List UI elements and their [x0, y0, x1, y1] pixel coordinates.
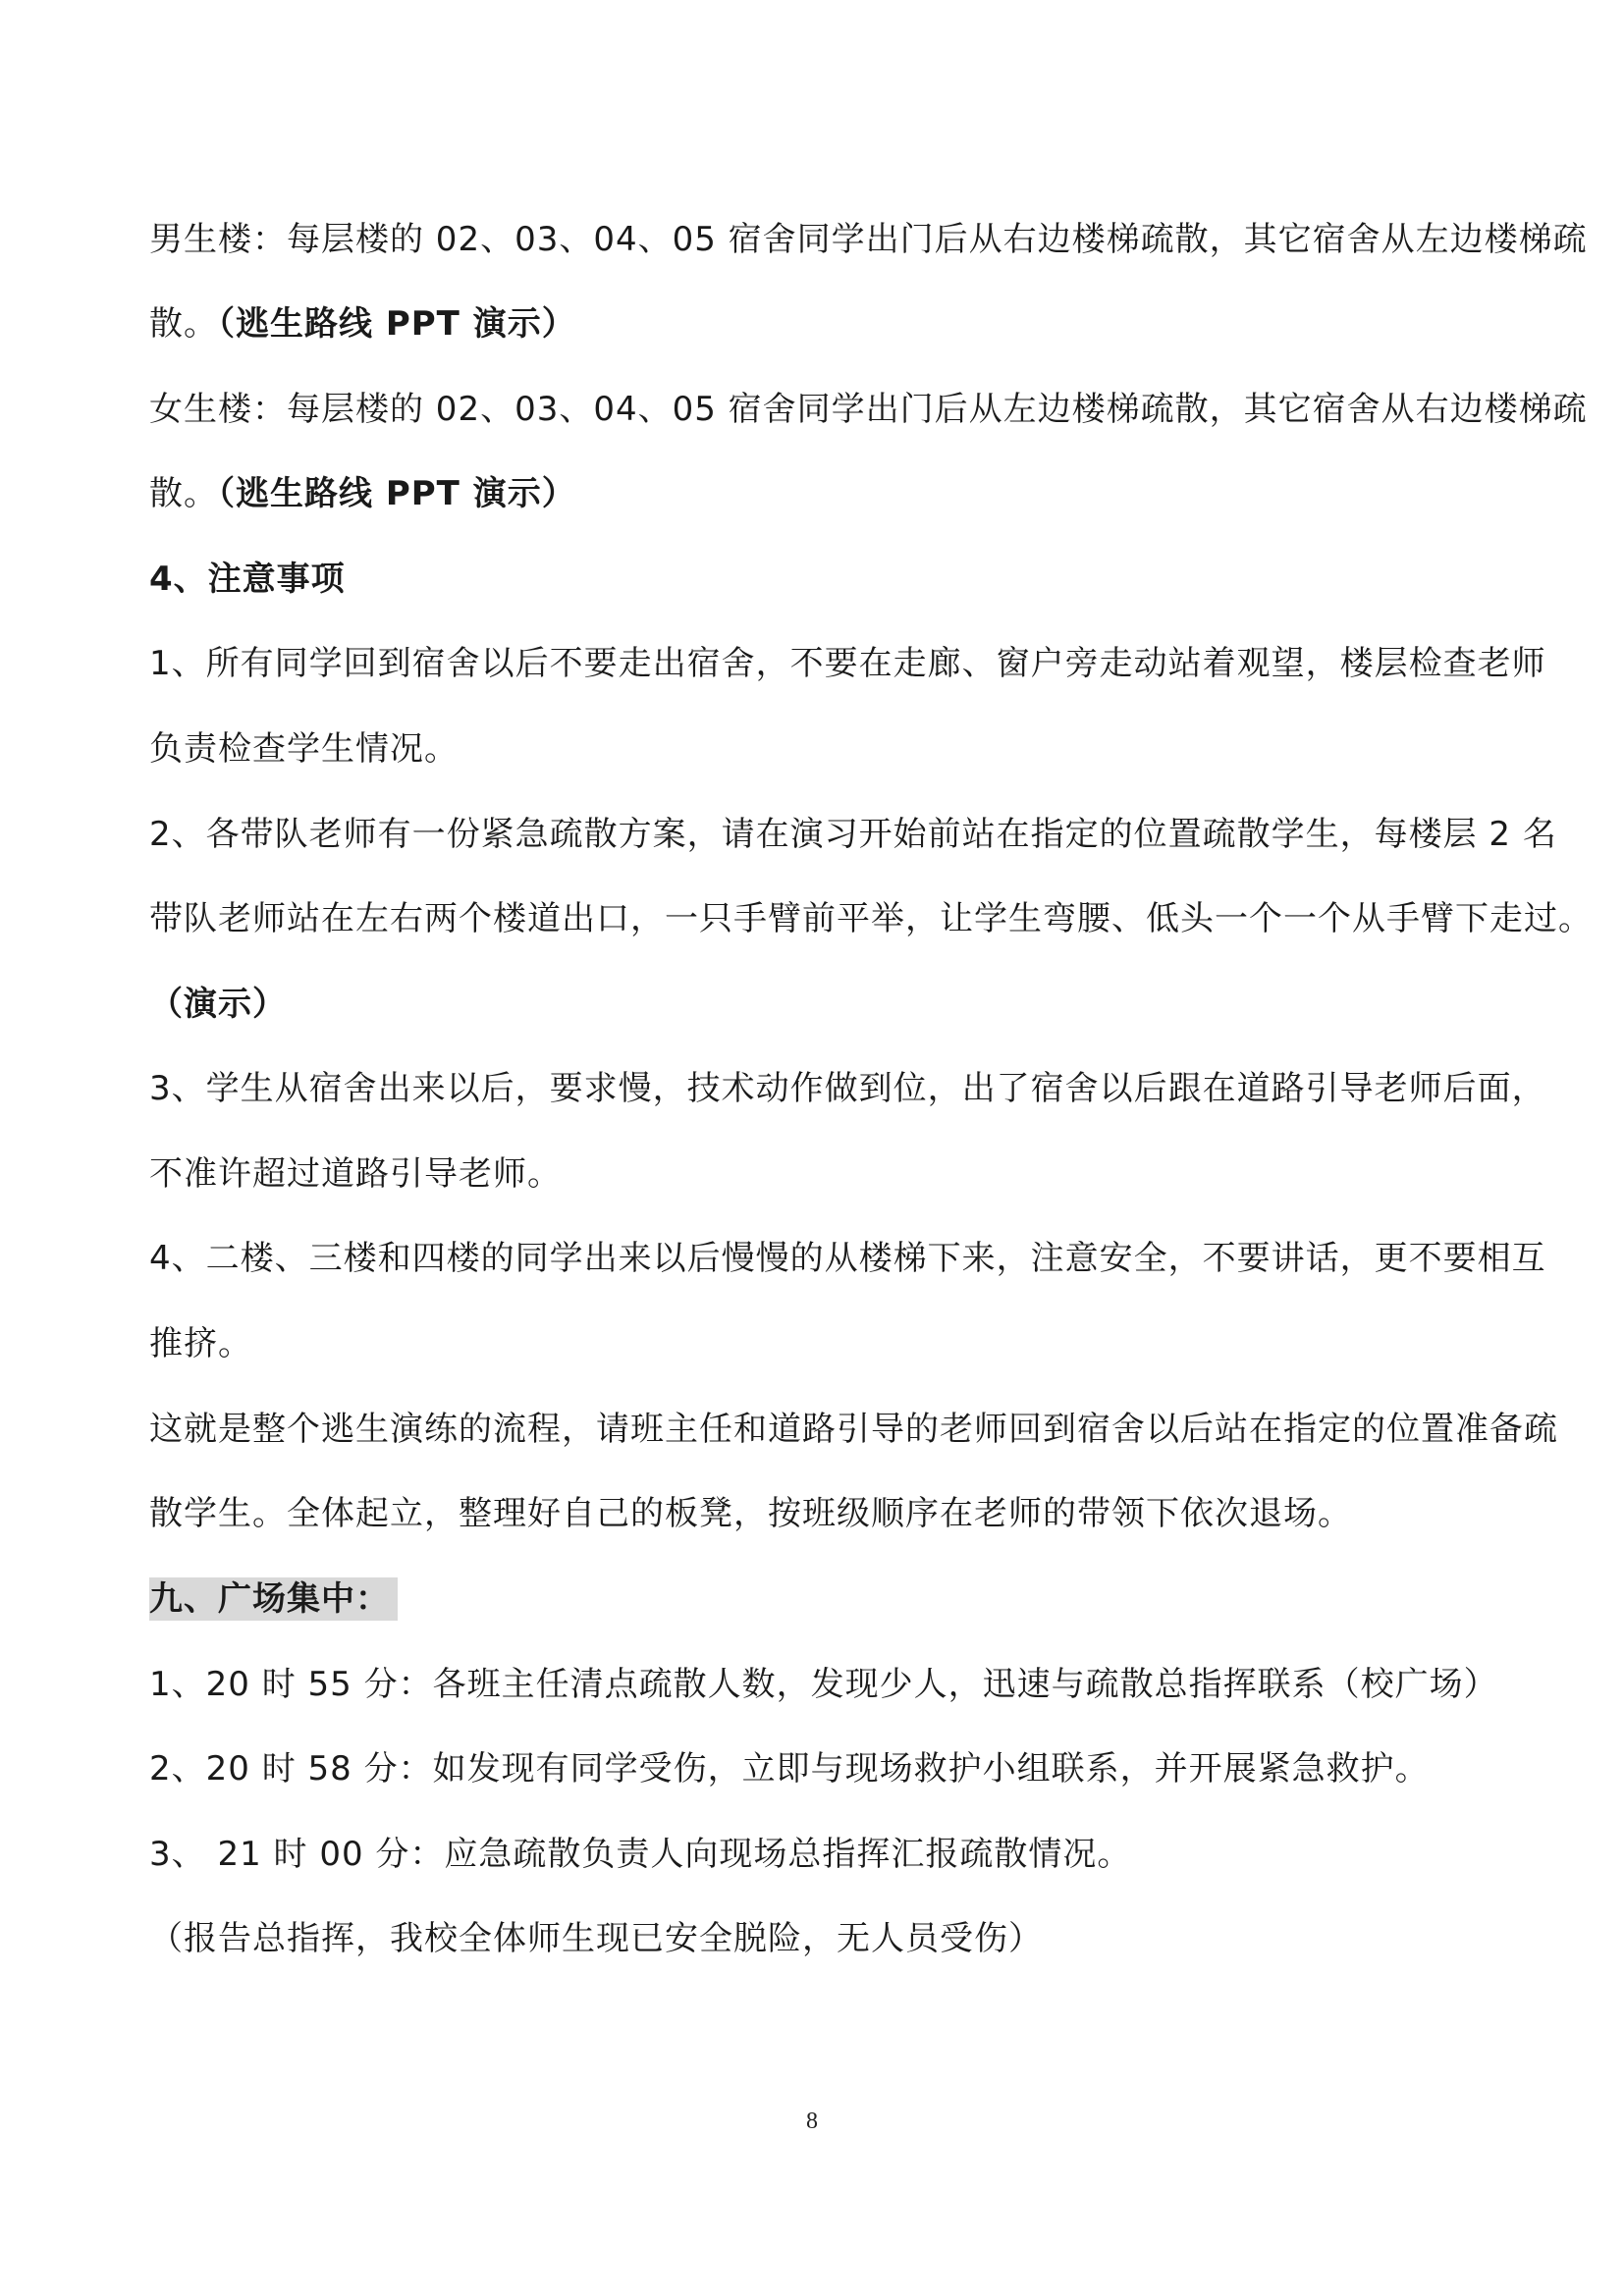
girls-dorm-line-1: 女生楼：每层楼的 02、03、04、05 宿舍同学出门后从左边楼梯疏散，其它宿舍从右边楼梯疏 — [149, 390, 1588, 429]
note-1-line-2: 负责检查学生情况。 — [149, 729, 459, 769]
boys-dorm-ppt-note: （逃生路线 PPT 演示） — [218, 304, 576, 344]
note-4-line-1: 4、二楼、三楼和四楼的同学出来以后慢慢的从楼梯下来，注意安全，不要讲话，更不要相互 — [149, 1239, 1546, 1278]
closing-line-1: 这就是整个逃生演练的流程，请班主任和道路引导的老师回到宿舍以后站在指定的位置准备疏 — [149, 1410, 1558, 1449]
note-1-line-1: 1、所有同学回到宿舍以后不要走出宿舍，不要在走廊、窗户旁走动站着观望，楼层检查老师 — [149, 644, 1546, 683]
note-2-demo: （演示） — [149, 985, 287, 1024]
girls-dorm-line-2 — [149, 470, 1485, 517]
assembly-step-1: 1、20 时 55 分：各班主任清点疏散人数，发现少人，迅速与疏散总指挥联系（校广场） — [149, 1665, 1498, 1704]
note-2-line-2: 带队老师站在左右两个楼道出口，一只手臂前平举，让学生弯腰、低头一个一个从手臂下走过。 — [149, 899, 1593, 938]
note-3-line-2: 不准许超过道路引导老师。 — [149, 1154, 562, 1194]
note-3-line-1: 3、学生从宿舍出来以后，要求慢，技术动作做到位，出了宿舍以后跟在道路引导老师后面， — [149, 1069, 1546, 1108]
note-2-line-1: 2、各带队老师有一份紧急疏散方案，请在演习开始前站在指定的位置疏散学生，每楼层 2 名 — [149, 815, 1557, 854]
assembly-report-note: （报告总指挥，我校全体师生现已安全脱险，无人员受伤） — [149, 1919, 1043, 1958]
assembly-step-3: 3、 21 时 00 分：应急疏散负责人向现场总指挥汇报疏散情况。 — [149, 1835, 1132, 1874]
girls-dorm-text: 散。 — [149, 474, 218, 513]
page-number: 8 — [806, 2109, 818, 2134]
girls-dorm-ppt-note: （逃生路线 PPT 演示） — [218, 474, 576, 513]
boys-dorm-text: 散。 — [149, 304, 218, 344]
section-9-heading: 九、广场集中： — [149, 1577, 398, 1621]
boys-dorm-line-2 — [149, 300, 1485, 347]
assembly-step-2: 2、20 时 58 分：如发现有同学受伤，立即与现场救护小组联系，并开展紧急救护。 — [149, 1749, 1430, 1789]
closing-line-2: 散学生。全体起立，整理好自己的板凳，按班级顺序在老师的带领下依次退场。 — [149, 1494, 1352, 1533]
boys-dorm-line-1: 男生楼：每层楼的 02、03、04、05 宿舍同学出门后从右边楼梯疏散，其它宿舍从左边楼梯疏 — [149, 220, 1588, 259]
notes-heading: 4、注意事项 — [149, 560, 346, 599]
note-4-line-2: 推挤。 — [149, 1324, 252, 1363]
section-9-heading-row — [149, 1575, 1485, 1623]
